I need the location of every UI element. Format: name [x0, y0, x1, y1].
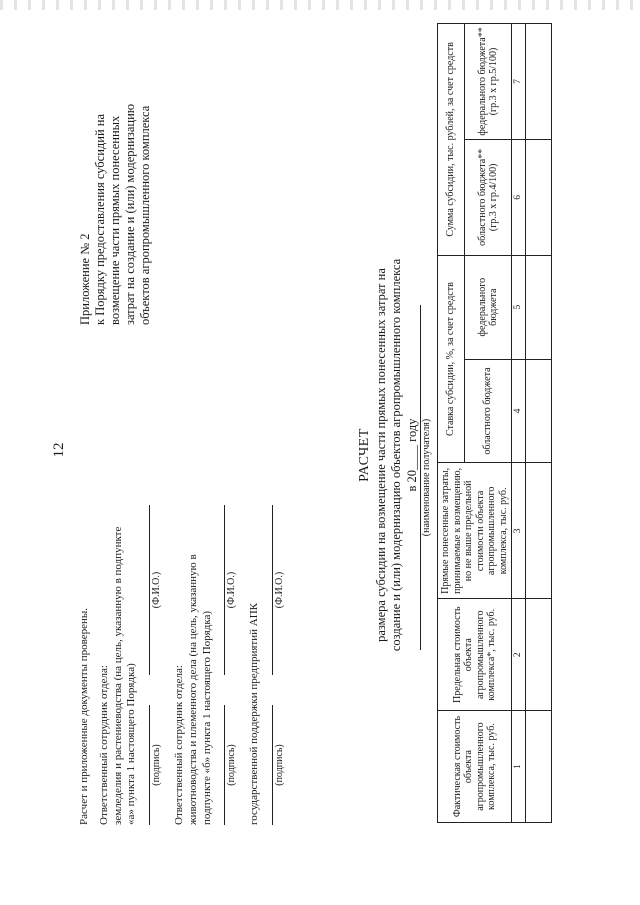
signature-caption: (подпись) — [151, 744, 162, 786]
table-cell — [525, 359, 551, 463]
title-heading: РАСЧЕТ — [357, 428, 372, 482]
sub-header: областного бюджета — [465, 359, 512, 463]
table-header-row — [438, 24, 465, 823]
title-line: размера субсидии на возмещение части прямых понесенных затрат на — [373, 268, 388, 642]
table-cell — [525, 463, 551, 599]
table-cell — [525, 24, 551, 140]
page-number: 12 — [51, 442, 67, 458]
officer-text: Ответственный сотрудник отдела: — [173, 665, 185, 825]
fio-caption: (Ф.И.О.) — [226, 571, 238, 609]
fio-line — [149, 505, 150, 675]
table-cell — [525, 255, 551, 359]
appendix-line: Приложение № 2 — [78, 233, 92, 325]
officer-block-3 — [248, 395, 262, 825]
sub-header: областного бюджета** (гр.3 х гр.4/100) — [465, 139, 512, 255]
calculation-table — [437, 23, 552, 823]
col-header: Фактическая стоимость объекта агропромышленного комплекса, тыс. руб. — [438, 711, 512, 823]
fio-line — [272, 505, 273, 675]
sub-header: федерального бюджета** (гр.3 х гр.5/100) — [465, 24, 512, 140]
fio-caption: (Ф.И.О.) — [274, 571, 285, 609]
signature-caption: (подпись) — [274, 744, 285, 786]
officer-text: «а» пункта 1 настоящего Порядка) — [125, 663, 138, 825]
signature-caption: (подпись) — [226, 744, 238, 786]
verification-intro: Расчет и приложенные документы проверены. — [78, 607, 90, 825]
col-number: 6 — [512, 139, 526, 255]
signature-row — [218, 395, 244, 825]
sub-header: федерального бюджета — [465, 255, 512, 359]
officer-text: государственной поддержки предприятий АПК — [248, 603, 261, 825]
signature-line — [272, 705, 273, 825]
group-header: Ставка субсидии, %, за счет средств — [438, 255, 465, 463]
col-header: Прямые понесенные затраты, принимаемые к возмещению, но не выше предельной стоимости объекта агропромышленного комплекса, тыс. руб. — [438, 463, 512, 599]
fio-caption: (Ф.И.О.) — [151, 571, 162, 609]
group-header: Сумма субсидии, тыс. рублей, за счет средств — [438, 24, 465, 256]
recipient-caption: (наименование получателя) — [421, 418, 432, 537]
col-number: 1 — [512, 711, 526, 823]
title-line: создание и (или) модернизацию объектов агропромышленного комплекса — [389, 258, 404, 652]
appendix-line: к Порядку предоставления субсидий на — [93, 113, 107, 325]
officer-text: подпункте «б» пункта 1 настоящего Порядка) — [200, 610, 213, 825]
signature-line — [224, 705, 225, 825]
verification-block — [78, 395, 292, 825]
col-number: 2 — [512, 599, 526, 711]
appendix-line: объектов агропромышленного комплекса — [138, 105, 152, 325]
table-row — [525, 24, 551, 823]
signature-row — [143, 395, 169, 825]
signature-row — [266, 395, 292, 825]
officer-block-2 — [173, 395, 214, 825]
appendix-line: возмещение части прямых понесенных — [108, 115, 122, 325]
officer-text: животноводства и племенного дела (на цель, указанную в — [186, 554, 199, 825]
appendix-line: затрат на создание и (или) модернизацию — [123, 103, 137, 325]
col-header: Предельная стоимость объекта агропромышленного комплекса*, тыс. руб. — [438, 599, 512, 711]
officer-text: Ответственный сотрудник отдела: — [97, 665, 110, 825]
appendix-header — [78, 35, 153, 325]
table-number-row — [512, 24, 526, 823]
officer-text: земледелия и растениеводства (на цель, указанную в подпункте — [111, 526, 124, 825]
table-cell — [525, 711, 551, 823]
table-cell — [525, 139, 551, 255]
signature-line — [149, 705, 150, 825]
col-number: 7 — [512, 24, 526, 140]
title-year: в 20____ году — [404, 418, 419, 492]
col-number: 3 — [512, 463, 526, 599]
officer-block-1 — [98, 395, 139, 825]
recipient-field — [420, 305, 434, 650]
table-cell — [525, 599, 551, 711]
document-title — [356, 155, 420, 755]
col-number: 5 — [512, 255, 526, 359]
col-number: 4 — [512, 359, 526, 463]
fio-line — [224, 505, 225, 675]
scan-artifact — [0, 0, 640, 10]
